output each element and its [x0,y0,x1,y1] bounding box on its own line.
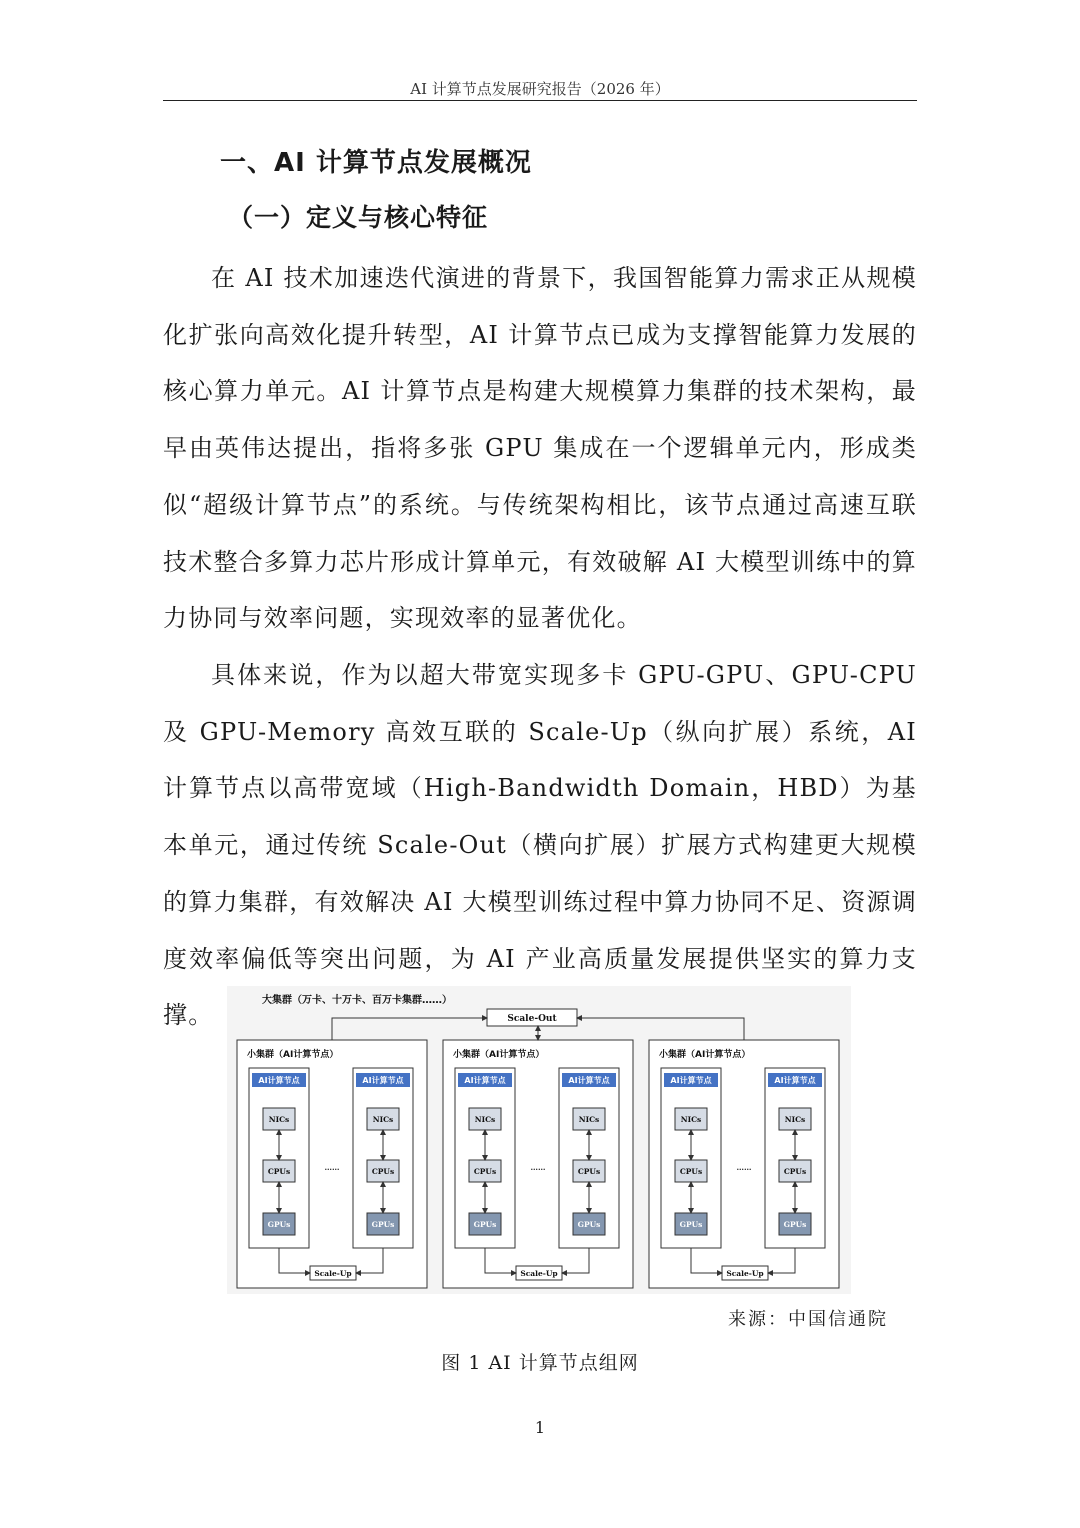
gpus-box-label: GPUs [267,1220,291,1229]
cpus-box-label: CPUs [371,1167,395,1176]
gpus-box-label: GPUs [473,1220,497,1229]
ai-node-network-figure [227,986,851,1294]
cpus-box-label: CPUs [783,1167,807,1176]
scale-up-label: Scale-Up [726,1269,764,1278]
paragraph-definition: 在 AI 技术加速迭代演进的背景下，我国智能算力需求正从规模化扩张向高效化提升转型，AI 计算节点已成为支撑智能算力发展的核心算力单元。AI 计算节点是构建大规模算力集群的技术架构，最早由英伟达提出，指将多张 GPU 集成在一个逻辑单元内，形成类似“超级计算节点”的系统。与传统架构相比，该节点通过高速互联技术整合多算力芯片形成计算单元，有效破解 AI 大模型训练中的算力协同与效率问题，实现效率的显著优化。 [163,264,917,633]
ellipsis-label: …… [324,1163,340,1172]
section-heading: 一、AI 计算节点发展概况 [220,148,532,178]
figure-caption: 图 1 AI 计算节点组网 [441,1352,639,1374]
ellipsis-label: …… [736,1163,752,1172]
nics-box-label: NICs [680,1115,702,1124]
scale-up-label: Scale-Up [520,1269,558,1278]
running-header: AI 计算节点发展研究报告（2026 年） [410,80,670,98]
nics-box-label: NICs [784,1115,806,1124]
gpus-box-label: GPUs [679,1220,703,1229]
ai-node-tag-label: AI计算节点 [568,1076,610,1085]
ellipsis-label: …… [530,1163,546,1172]
nics-box-label: NICs [474,1115,496,1124]
nics-box-label: NICs [268,1115,290,1124]
ai-node-tag-label: AI计算节点 [362,1076,404,1085]
scale-out-link-right [577,1018,744,1040]
cpus-box-label: CPUs [473,1167,497,1176]
gpus-box-label: GPUs [783,1220,807,1229]
big-cluster-label: 大集群（万卡、十万卡、百万卡集群……） [262,995,452,1006]
ai-node-tag-label: AI计算节点 [258,1076,300,1085]
scale-out-link-left [332,1018,487,1040]
network-diagram [227,986,851,1294]
nics-box-label: NICs [372,1115,394,1124]
page-number: 1 [534,1418,546,1437]
cpus-box-label: CPUs [267,1167,291,1176]
small-cluster-label: 小集群（AI计算节点） [659,1050,751,1060]
nics-box-label: NICs [578,1115,600,1124]
header-rule [163,100,917,101]
ai-node-tag-label: AI计算节点 [670,1076,712,1085]
figure-source: 来源：中国信通院 [728,1309,888,1330]
paragraph-details: 具体来说，作为以超大带宽实现多卡 GPU-GPU、GPU-CPU 及 GPU-Memory 高效互联的 Scale-Up（纵向扩展）系统，AI 计算节点以高带宽域（High-Bandwidth Domain，HBD）为基本单元，通过传统 Scale-Out（横向扩展）扩展方式构建更大规模的算力集群，有效解决 AI 大模型训练过程中算力协同不足、资源调度效率偏低等突出问题，为 AI 产业高质量发展提供坚实的算力支撑。 [163,661,917,1030]
cpus-box-label: CPUs [577,1167,601,1176]
ai-node-tag-label: AI计算节点 [464,1076,506,1085]
small-cluster-label: 小集群（AI计算节点） [453,1050,545,1060]
cpus-box-label: CPUs [679,1167,703,1176]
small-cluster-label: 小集群（AI计算节点） [247,1050,339,1060]
subsection-heading: （一）定义与核心特征 [228,203,489,232]
gpus-box-label: GPUs [371,1220,395,1229]
gpus-box-label: GPUs [577,1220,601,1229]
scale-out-label: Scale-Out [507,1014,557,1024]
scale-up-label: Scale-Up [314,1269,352,1278]
ai-node-tag-label: AI计算节点 [774,1076,816,1085]
